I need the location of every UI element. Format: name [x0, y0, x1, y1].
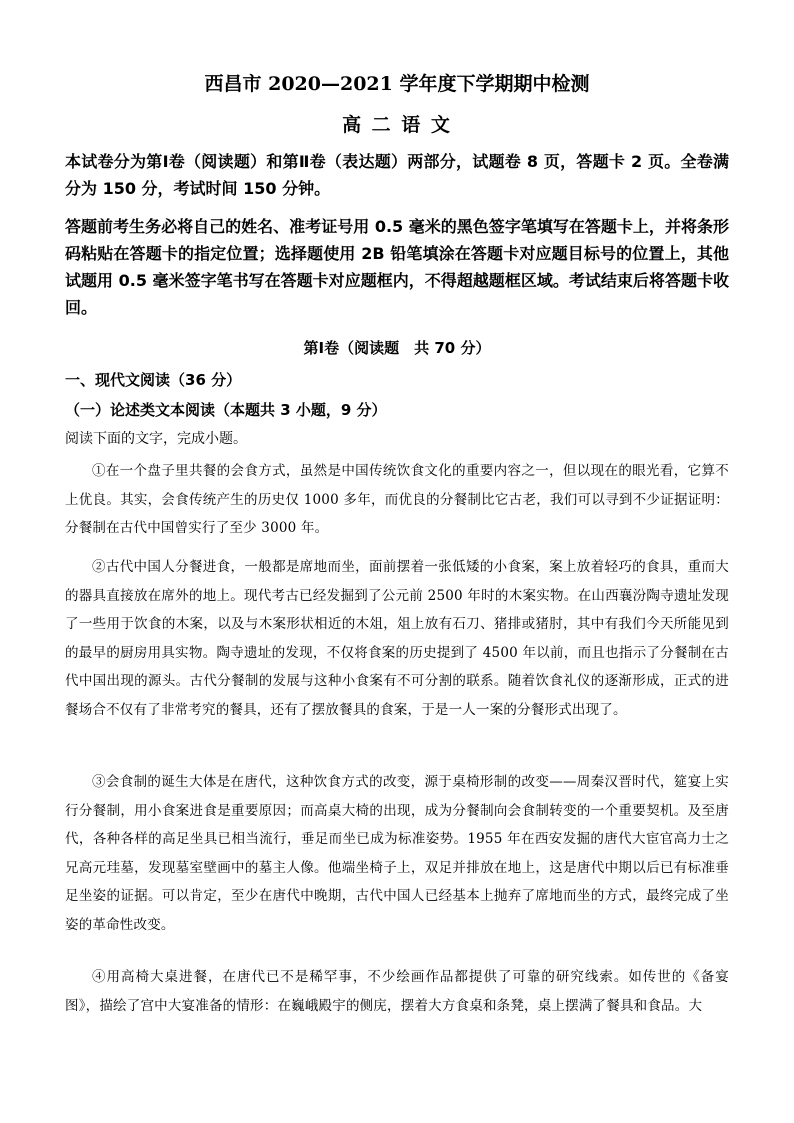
exam-title: 西昌市 2020—2021 学年度下学期期中检测	[204, 73, 590, 95]
part-heading: 第Ⅰ卷（阅读题 共 70 分）	[303, 339, 491, 357]
subsection-heading: （一）论述类文本阅读（本题共 3 小题，9 分）	[65, 401, 387, 419]
exam-instructions-scope: 本试卷分为第Ⅰ卷（阅读题）和第Ⅱ卷（表达题）两部分，试题卷 8 页，答题卡 2 页。全卷满分为 150 分，考试时间 150 分钟。	[65, 152, 729, 198]
passage-paragraph-3: ③会食制的诞生大体是在唐代，这种饮食方式的改变，源于桌椅形制的改变——周秦汉晋时代，筵宴上实行分餐制，用小食案进食是重要原因；而高桌大椅的出现，成为分餐制向会食制转变的一个重要契机。及至唐代，各种各样的高足坐具已相当流行，垂足而坐已成为标准姿势。1955 年在西安发掘的唐代大宦官高力士之兄高元珪墓，发现墓室壁画中的墓主人像。他端坐椅子上，双足并排放在地上，这是唐代中期以后已有标准垂足坐姿的证据。可以肯定，至少在唐代中晚期，古代中国人已经基本上抛弃了席地而坐的方式，最终完成了坐姿的革命性改变。	[65, 774, 729, 933]
section-heading: 一、现代文阅读（36 分）	[65, 371, 242, 389]
passage-paragraph-1: ①在一个盘子里共餐的会食方式，虽然是中国传统饮食文化的重要内容之一，但以现在的眼光看，它算不上优良。其实，会食传统产生的历史仅 1000 多年，而优良的分餐制比它古老，我们可以寻到不少证据证明：分餐制在古代中国曾实行了至少 3000 年。	[65, 463, 729, 537]
reading-instruction: 阅读下面的文字，完成小题。	[65, 431, 247, 447]
exam-subject: 高 二 语 文	[342, 114, 452, 136]
exam-instructions-answering: 答题前考生务必将自己的姓名、准考证号用 0.5 毫米的黑色签字笔填写在答题卡上，并将条形码粘贴在答题卡的指定位置；选择题使用 2B 铅笔填涂在答题卡对应题目标号的位置上，其他试题用 0.5 毫米签字笔书写在答题卡对应题框内，不得超越题框区域。考试结束后将答题卡收回。	[65, 217, 729, 317]
passage-paragraph-2: ②古代中国人分餐进食，一般都是席地而坐，面前摆着一张低矮的小食案，案上放着轻巧的食具，重而大的器具直接放在席外的地上。现代考古已经发掘到了公元前 2500 年时的木案实物。在山西襄汾陶寺遗址发现了一些用于饮食的木案，以及与木案形状相近的木俎，俎上放有石刀、猪排或猪肘，其中有我们今天所能见到的最早的厨房用具实物。陶寺遗址的发现，不仅将食案的历史提到了 4500 年以前，而且也指示了分餐制在古代中国出现的源头。古代分餐制的发展与这种小食案有不可分割的联系。随着饮食礼仪的逐渐形成，正式的进餐场合不仅有了非常考究的餐具，还有了摆放餐具的食案，于是一人一案的分餐形式出现了。	[65, 559, 729, 718]
passage-paragraph-4: ④用高椅大桌进餐，在唐代已不是稀罕事，不少绘画作品都提供了可靠的研究线索。如传世的《备宴图》，描绘了宫中大宴准备的情形：在巍峨殿宇的侧庑，摆着大方食桌和条凳，桌上摆满了餐具和食品。大	[65, 969, 729, 1014]
